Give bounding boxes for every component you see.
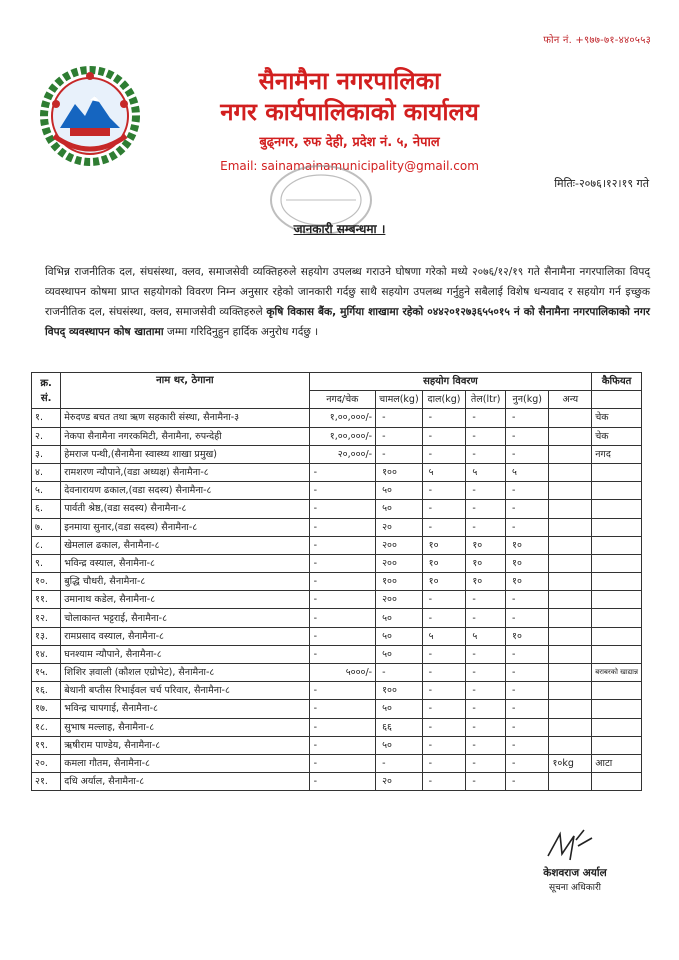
cell-name: दधि अर्याल, सैनामैना-८ bbox=[61, 773, 309, 791]
cell-dal: - bbox=[422, 518, 466, 536]
cell-rice: २०० bbox=[376, 591, 423, 609]
cell-rice: २०० bbox=[376, 536, 423, 554]
cell-remarks: नगद bbox=[592, 445, 642, 463]
cell-salt: - bbox=[506, 591, 549, 609]
cell-rice: - bbox=[376, 427, 423, 445]
cell-salt: १० bbox=[506, 627, 549, 645]
cell-name: रामशरण न्यौपाने,(वडा अध्यक्ष) सैनामैना-८ bbox=[61, 463, 309, 481]
signatory-title: सूचना अधिकारी bbox=[549, 883, 601, 893]
bank-account-text: कृषि विकास बैंक, मुर्गिया शाखामा रहेको ०४४२०१२७३६५५०१५ नं को सैनामैना नगरपालिकाको नगर विपद् व्यवस्थापन कोष खातामा bbox=[45, 306, 651, 338]
cell-cash: ५०००/- bbox=[309, 664, 376, 682]
cell-rice: ५० bbox=[376, 700, 423, 718]
cell-sn: १२. bbox=[32, 609, 61, 627]
cell-other: १०kg bbox=[549, 754, 592, 772]
cell-cash: १,००,०००/- bbox=[309, 409, 376, 427]
cell-cash: - bbox=[309, 609, 376, 627]
cell-cash: - bbox=[309, 482, 376, 500]
cell-dal: - bbox=[422, 609, 466, 627]
cell-rice: - bbox=[376, 664, 423, 682]
cell-remarks bbox=[592, 518, 642, 536]
table-row bbox=[32, 427, 642, 445]
cell-dal: - bbox=[422, 664, 466, 682]
cell-dal: ५ bbox=[422, 627, 466, 645]
cell-remarks: चेक bbox=[592, 409, 642, 427]
table-row bbox=[32, 664, 642, 682]
cell-sn: १८. bbox=[32, 718, 61, 736]
municipality-name: सैनामैना नगरपालिका bbox=[258, 67, 441, 95]
cell-name: घनश्याम न्यौपाने, सैनामैना-८ bbox=[61, 645, 309, 663]
cell-oil: - bbox=[466, 700, 506, 718]
cell-cash: - bbox=[309, 754, 376, 772]
cell-name: बेथानी बप्तीस रिभाईवल चर्च परिवार, सैनामैना-८ bbox=[61, 682, 309, 700]
cell-remarks bbox=[592, 573, 642, 591]
cell-other bbox=[549, 736, 592, 754]
cell-remarks bbox=[592, 682, 642, 700]
table-row bbox=[32, 627, 642, 645]
cell-remarks bbox=[592, 500, 642, 518]
header-name: नाम थर, ठेगाना bbox=[61, 373, 309, 409]
cell-name: चोलाकान्त भट्टराई, सैनामैना-८ bbox=[61, 609, 309, 627]
cell-sn: ३. bbox=[32, 445, 61, 463]
cell-other bbox=[549, 554, 592, 572]
cell-cash: - bbox=[309, 500, 376, 518]
cell-name: सुभाष मल्लाह, सैनामैना-८ bbox=[61, 718, 309, 736]
cell-other bbox=[549, 700, 592, 718]
cell-other bbox=[549, 427, 592, 445]
cell-salt: - bbox=[506, 754, 549, 772]
cell-name: भविन्द्र चापगाई, सैनामैना-८ bbox=[61, 700, 309, 718]
table-row bbox=[32, 645, 642, 663]
cell-other bbox=[549, 409, 592, 427]
header-cash: नगद/चेक bbox=[309, 391, 376, 409]
cell-salt: - bbox=[506, 482, 549, 500]
cell-rice: १०० bbox=[376, 573, 423, 591]
cell-oil: - bbox=[466, 500, 506, 518]
cell-dal: १० bbox=[422, 554, 466, 572]
cell-oil: १० bbox=[466, 536, 506, 554]
header-sn-line2: सं. bbox=[40, 392, 52, 404]
cell-dal: - bbox=[422, 591, 466, 609]
header-rice: चामल(kg) bbox=[376, 391, 423, 409]
cell-other bbox=[549, 500, 592, 518]
cell-salt: - bbox=[506, 518, 549, 536]
header-other: अन्य bbox=[549, 391, 592, 409]
cell-rice: ५० bbox=[376, 500, 423, 518]
cell-cash: - bbox=[309, 518, 376, 536]
header-sn bbox=[32, 373, 61, 409]
cell-oil: ५ bbox=[466, 627, 506, 645]
cell-rice: ५० bbox=[376, 736, 423, 754]
cell-dal: - bbox=[422, 700, 466, 718]
cell-sn: ११. bbox=[32, 591, 61, 609]
header-oil: तेल(ltr) bbox=[466, 391, 506, 409]
cell-remarks: बराबरको खाद्यान्न bbox=[592, 664, 642, 682]
cell-oil: - bbox=[466, 609, 506, 627]
cell-salt: ५ bbox=[506, 463, 549, 481]
table-row bbox=[32, 536, 642, 554]
body-text-end: जम्मा गरिदिनुहुन हार्दिक अनुरोध गर्दछु । bbox=[166, 326, 319, 338]
cell-remarks bbox=[592, 463, 642, 481]
cell-name: कमला गौतम, सैनामैना-८ bbox=[61, 754, 309, 772]
cell-remarks bbox=[592, 627, 642, 645]
cell-sn: १९. bbox=[32, 736, 61, 754]
cell-dal: - bbox=[422, 427, 466, 445]
cell-remarks bbox=[592, 718, 642, 736]
cell-cash: - bbox=[309, 718, 376, 736]
cell-sn: १. bbox=[32, 409, 61, 427]
cell-dal: - bbox=[422, 645, 466, 663]
cell-oil: - bbox=[466, 427, 506, 445]
cell-sn: ८. bbox=[32, 536, 61, 554]
cell-oil: - bbox=[466, 518, 506, 536]
cell-remarks bbox=[592, 482, 642, 500]
cell-dal: - bbox=[422, 773, 466, 791]
cell-name: इनमाया सुनार,(वडा सदस्य) सैनामैना-८ bbox=[61, 518, 309, 536]
cell-dal: - bbox=[422, 736, 466, 754]
table-row bbox=[32, 518, 642, 536]
cell-oil: - bbox=[466, 591, 506, 609]
table-row bbox=[32, 554, 642, 572]
cell-name: बुद्धि चौधरी, सैनामैना-८ bbox=[61, 573, 309, 591]
cell-other bbox=[549, 773, 592, 791]
cell-other bbox=[549, 591, 592, 609]
cell-dal: १० bbox=[422, 536, 466, 554]
table-row bbox=[32, 573, 642, 591]
body-text: विभिन्न राजनीतिक दल, संघसंस्था, क्लव, समाजसेवी व्यक्तिहरुले सहयोग उपलब्ध गराउने घोषणा गरेको मध्ये २०७६/१२/१९ गते सैनामैना नगरपालिका विपद् व्यवस्थापन कोषमा प्राप्त सहयोगको विवरण निम्न अनुसार रहेको जानकारी गर्दछु साथै सहयोग उपलब्ध गर्नुहुने सबैलाई विशेष धन्यवाद र सहयोग गर्न इच्छुक राजनीतिक दल, संघसंस्था, क्लव, समाजसेवी व्यक्तिहरुले bbox=[45, 266, 650, 318]
cell-rice: ५० bbox=[376, 645, 423, 663]
cell-other bbox=[549, 627, 592, 645]
donation-table bbox=[31, 372, 642, 791]
cell-cash: - bbox=[309, 645, 376, 663]
cell-other bbox=[549, 445, 592, 463]
header-support: सहयोग विवरण bbox=[309, 373, 592, 391]
cell-other bbox=[549, 482, 592, 500]
cell-salt: - bbox=[506, 700, 549, 718]
cell-rice: ५० bbox=[376, 482, 423, 500]
cell-rice: ५० bbox=[376, 627, 423, 645]
table-row bbox=[32, 754, 642, 772]
cell-oil: - bbox=[466, 682, 506, 700]
cell-name: ऋषीराम पाण्डेय, सैनामैना-८ bbox=[61, 736, 309, 754]
cell-other bbox=[549, 518, 592, 536]
cell-cash: - bbox=[309, 554, 376, 572]
cell-remarks bbox=[592, 645, 642, 663]
cell-cash: २०,०००/- bbox=[309, 445, 376, 463]
cell-dal: - bbox=[422, 682, 466, 700]
cell-sn: १०. bbox=[32, 573, 61, 591]
cell-oil: - bbox=[466, 754, 506, 772]
office-name: नगर कार्यपालिकाको कार्यालय bbox=[220, 98, 479, 126]
table-row bbox=[32, 609, 642, 627]
cell-salt: - bbox=[506, 427, 549, 445]
cell-cash: - bbox=[309, 536, 376, 554]
cell-oil: - bbox=[466, 409, 506, 427]
cell-salt: १० bbox=[506, 536, 549, 554]
cell-rice: ६६ bbox=[376, 718, 423, 736]
cell-oil: ५ bbox=[466, 463, 506, 481]
cell-name: नेकपा सैनामैना नगरकमिटी, सैनामैना, रुपन्देही bbox=[61, 427, 309, 445]
cell-other bbox=[549, 664, 592, 682]
cell-cash: - bbox=[309, 773, 376, 791]
cell-sn: १३. bbox=[32, 627, 61, 645]
cell-oil: - bbox=[466, 445, 506, 463]
cell-dal: - bbox=[422, 409, 466, 427]
cell-salt: १० bbox=[506, 573, 549, 591]
cell-sn: १४. bbox=[32, 645, 61, 663]
cell-cash: - bbox=[309, 463, 376, 481]
cell-salt: - bbox=[506, 409, 549, 427]
cell-other bbox=[549, 682, 592, 700]
header-remarks: कैफियत bbox=[592, 373, 642, 391]
cell-salt: १० bbox=[506, 554, 549, 572]
cell-salt: - bbox=[506, 736, 549, 754]
cell-cash: - bbox=[309, 700, 376, 718]
cell-name: देवनारायण ढकाल,(वडा सदस्य) सैनामैना-८ bbox=[61, 482, 309, 500]
cell-name: पार्वती श्रेष्ठ,(वडा सदस्य) सैनामैना-८ bbox=[61, 500, 309, 518]
table-row bbox=[32, 682, 642, 700]
cell-sn: ९. bbox=[32, 554, 61, 572]
cell-sn: १७. bbox=[32, 700, 61, 718]
table-row bbox=[32, 445, 642, 463]
cell-rice: २० bbox=[376, 518, 423, 536]
cell-name: रामप्रसाद वस्याल, सैनामैना-८ bbox=[61, 627, 309, 645]
cell-name: भविन्द्र वस्याल, सैनामैना-८ bbox=[61, 554, 309, 572]
cell-other bbox=[549, 645, 592, 663]
cell-remarks bbox=[592, 536, 642, 554]
cell-remarks: आटा bbox=[592, 754, 642, 772]
cell-cash: - bbox=[309, 591, 376, 609]
table-row bbox=[32, 718, 642, 736]
cell-remarks bbox=[592, 609, 642, 627]
table-row bbox=[32, 482, 642, 500]
cell-dal: - bbox=[422, 500, 466, 518]
table-row bbox=[32, 773, 642, 791]
cell-name: मेरुदण्ड बचत तथा ऋण सहकारी संस्था, सैनामैना-३ bbox=[61, 409, 309, 427]
cell-dal: - bbox=[422, 445, 466, 463]
cell-cash: - bbox=[309, 682, 376, 700]
letter-body bbox=[45, 262, 650, 342]
header-remarks-blank bbox=[592, 391, 642, 409]
cell-name: हेमराज पन्थी,(सैनामैना स्वास्थ्य शाखा प्रमुख) bbox=[61, 445, 309, 463]
cell-oil: १० bbox=[466, 573, 506, 591]
cell-oil: - bbox=[466, 773, 506, 791]
cell-dal: - bbox=[422, 754, 466, 772]
letter-date: मितिः-२०७६।१२।१९ गते bbox=[554, 177, 649, 190]
cell-oil: - bbox=[466, 482, 506, 500]
cell-remarks: चेक bbox=[592, 427, 642, 445]
cell-remarks bbox=[592, 591, 642, 609]
office-email: Email: sainamainamunicipality@gmail.com bbox=[220, 159, 479, 173]
cell-sn: १५. bbox=[32, 664, 61, 682]
cell-salt: - bbox=[506, 445, 549, 463]
cell-salt: - bbox=[506, 773, 549, 791]
cell-oil: - bbox=[466, 718, 506, 736]
cell-name: शिशिर ज्ञवाली (कौशल एग्रोभेट), सैनामैना-८ bbox=[61, 664, 309, 682]
table-row bbox=[32, 409, 642, 427]
header-dal: दाल(kg) bbox=[422, 391, 466, 409]
cell-remarks bbox=[592, 736, 642, 754]
cell-salt: - bbox=[506, 718, 549, 736]
cell-rice: - bbox=[376, 754, 423, 772]
cell-sn: ७. bbox=[32, 518, 61, 536]
cell-rice: २०० bbox=[376, 554, 423, 572]
cell-salt: - bbox=[506, 500, 549, 518]
cell-salt: - bbox=[506, 664, 549, 682]
cell-name: उमानाथ कडेल, सैनामैना-८ bbox=[61, 591, 309, 609]
cell-oil: - bbox=[466, 645, 506, 663]
cell-sn: २१. bbox=[32, 773, 61, 791]
cell-rice: १०० bbox=[376, 682, 423, 700]
cell-other bbox=[549, 536, 592, 554]
cell-other bbox=[549, 573, 592, 591]
table-row bbox=[32, 736, 642, 754]
cell-other bbox=[549, 609, 592, 627]
cell-cash: १,००,०००/- bbox=[309, 427, 376, 445]
cell-rice: २० bbox=[376, 773, 423, 791]
cell-cash: - bbox=[309, 736, 376, 754]
cell-salt: - bbox=[506, 609, 549, 627]
cell-oil: १० bbox=[466, 554, 506, 572]
cell-sn: २. bbox=[32, 427, 61, 445]
cell-sn: १६. bbox=[32, 682, 61, 700]
cell-remarks bbox=[592, 773, 642, 791]
cell-dal: - bbox=[422, 718, 466, 736]
cell-oil: - bbox=[466, 664, 506, 682]
letter-subject: जानकारी सम्बन्धमा । bbox=[293, 222, 386, 236]
cell-cash: - bbox=[309, 627, 376, 645]
cell-other bbox=[549, 718, 592, 736]
cell-salt: - bbox=[506, 645, 549, 663]
cell-salt: - bbox=[506, 682, 549, 700]
cell-name: खेमलाल ढकाल, सैनामैना-८ bbox=[61, 536, 309, 554]
cell-oil: - bbox=[466, 736, 506, 754]
cell-dal: ५ bbox=[422, 463, 466, 481]
phone-number: फोन नं. +९७७-७१-४४०५५३ bbox=[543, 35, 651, 46]
cell-remarks bbox=[592, 554, 642, 572]
cell-rice: ५० bbox=[376, 609, 423, 627]
header-salt: नुन(kg) bbox=[506, 391, 549, 409]
cell-sn: २०. bbox=[32, 754, 61, 772]
cell-sn: ५. bbox=[32, 482, 61, 500]
signature-mark bbox=[540, 826, 600, 866]
cell-remarks bbox=[592, 700, 642, 718]
table-row bbox=[32, 500, 642, 518]
cell-dal: १० bbox=[422, 573, 466, 591]
cell-other bbox=[549, 463, 592, 481]
cell-rice: १०० bbox=[376, 463, 423, 481]
table-row bbox=[32, 463, 642, 481]
cell-sn: ६. bbox=[32, 500, 61, 518]
cell-rice: - bbox=[376, 409, 423, 427]
header-sn-line1: क्र. bbox=[40, 377, 52, 389]
cell-dal: - bbox=[422, 482, 466, 500]
cell-rice: - bbox=[376, 445, 423, 463]
signatory-name: केशवराज अर्याल bbox=[543, 867, 607, 879]
table-row bbox=[32, 700, 642, 718]
cell-sn: ४. bbox=[32, 463, 61, 481]
table-row bbox=[32, 591, 642, 609]
cell-cash: - bbox=[309, 573, 376, 591]
office-address: बुढ्नगर, रुफ देही, प्रदेश नं. ५, नेपाल bbox=[259, 135, 440, 150]
